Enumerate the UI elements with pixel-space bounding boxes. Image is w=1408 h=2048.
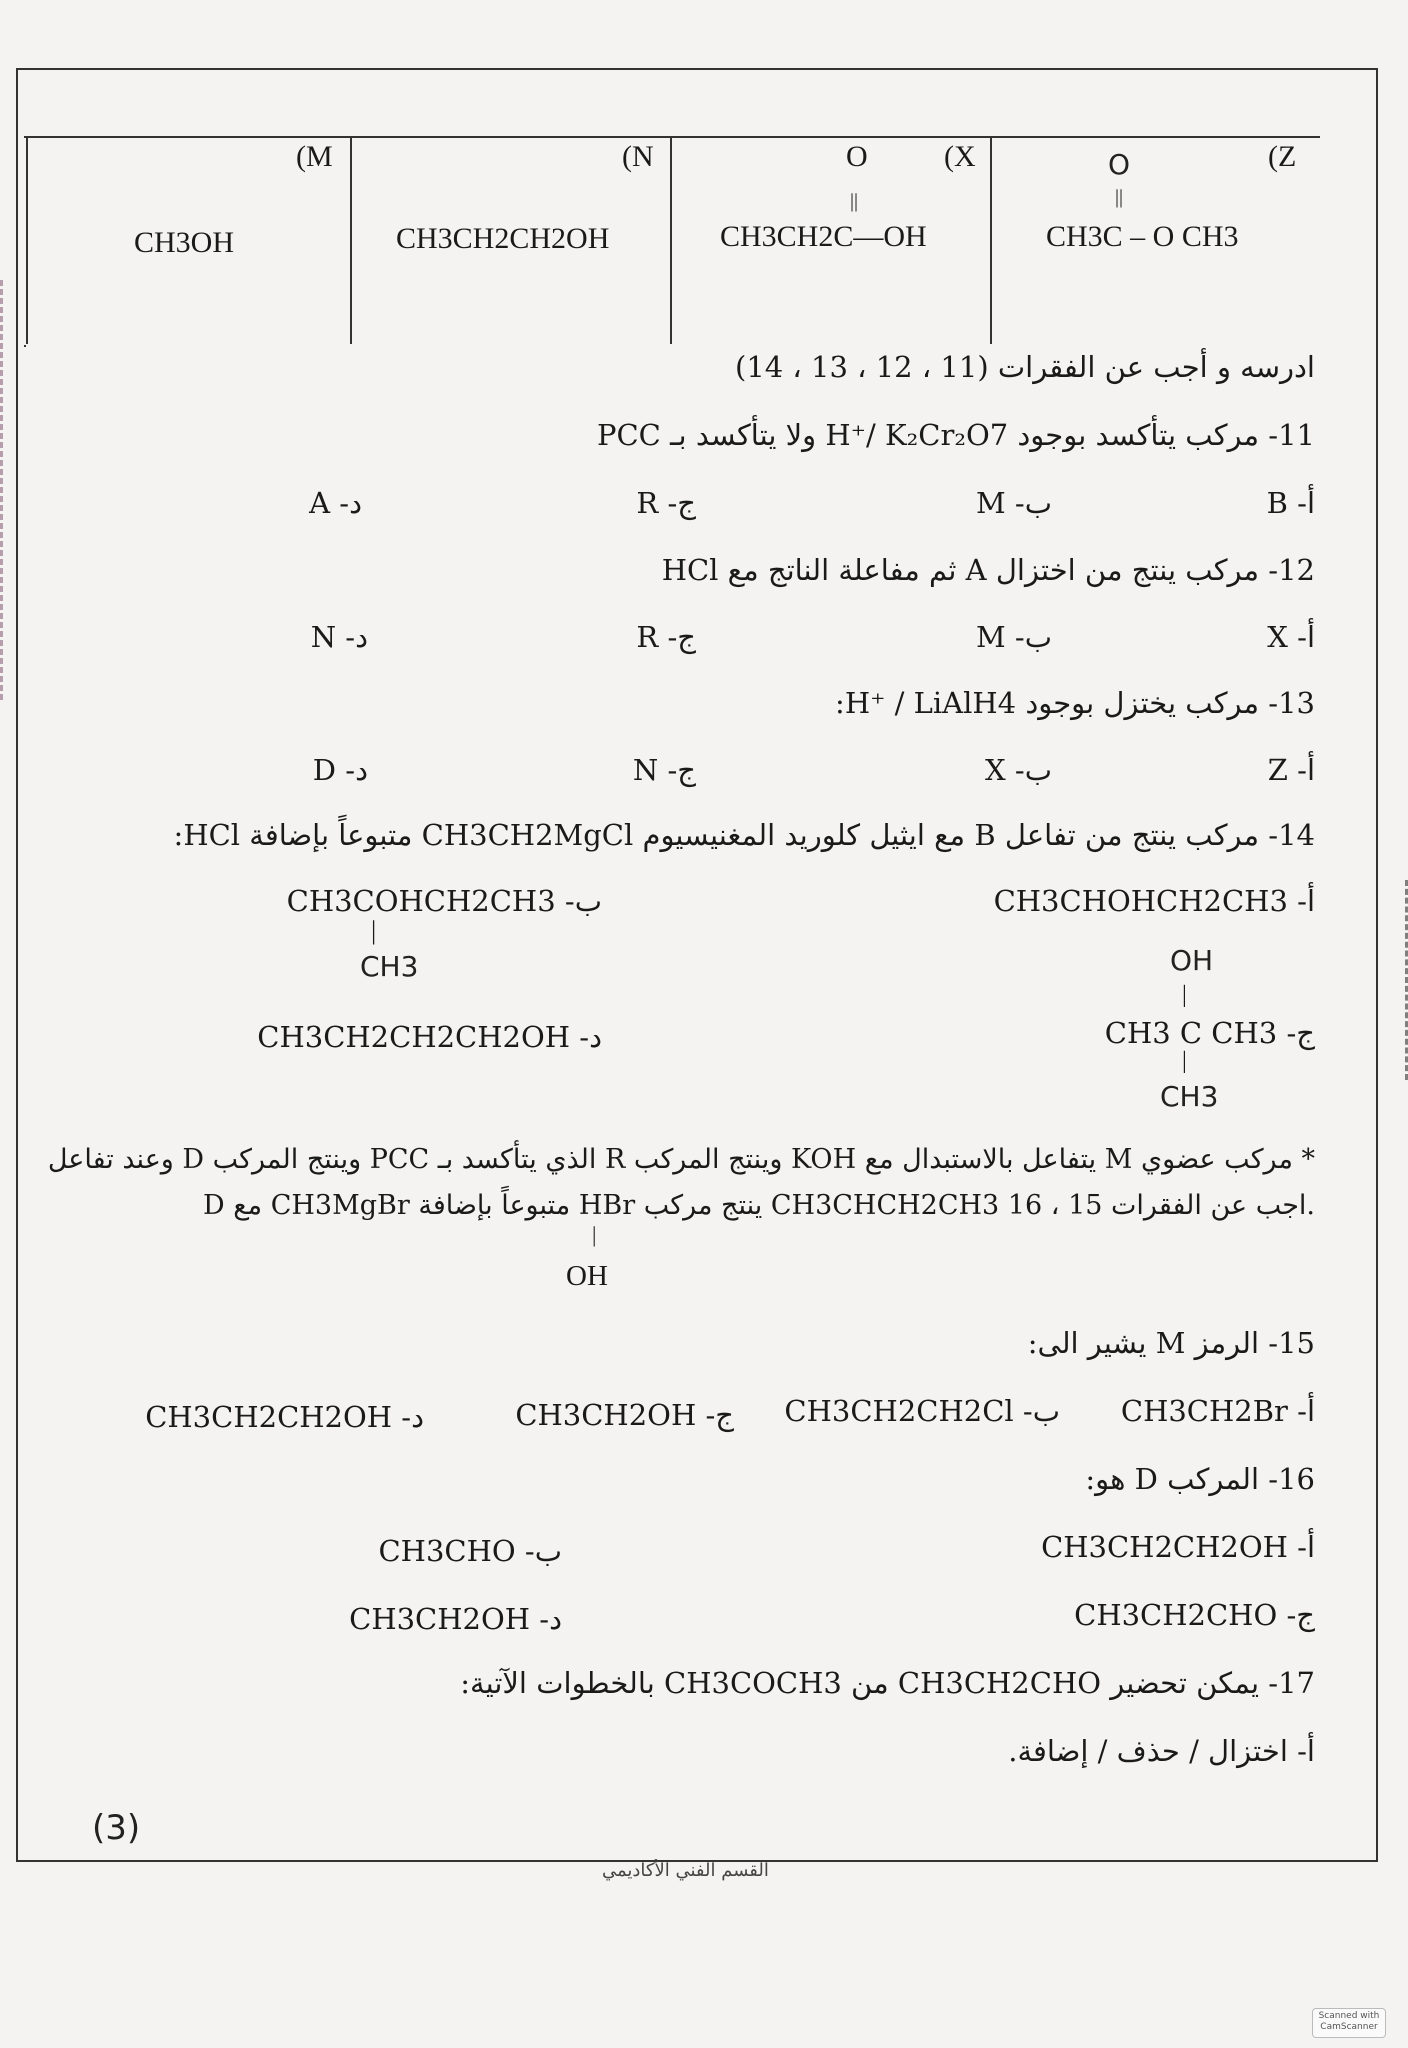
left-edge-mark xyxy=(0,280,11,700)
passage-line-2: D مع CH3MgBr متبوعاً بإضافة HBr ينتج مركب CH3CHCH2CH3 اجب عن الفقرات 15 ، 16. xyxy=(203,1190,1315,1221)
q14-option-d: د- CH3CH2CH2CH2OH xyxy=(257,1020,602,1054)
cell-n: CH3CH2CH2OH xyxy=(396,222,610,255)
page-number: (3) xyxy=(92,1808,141,1848)
cell-z: CH3C – O CH3 xyxy=(1046,220,1239,253)
q15-option-b: ب- CH3CH2CH2Cl xyxy=(784,1394,1060,1428)
x-double-bond: || xyxy=(850,190,859,212)
passage-oh: OH xyxy=(566,1260,608,1292)
q15-option-a: أ- CH3CH2Br xyxy=(1120,1394,1315,1428)
q14-c-bottom: CH3 xyxy=(1160,1080,1219,1113)
q13-option-a: أ- Z xyxy=(1267,753,1315,787)
q12-option-d: د- N xyxy=(310,620,368,654)
q14-b-bond: | xyxy=(371,916,377,945)
header-m: (M xyxy=(296,140,333,173)
question-15: 15- الرمز M يشير الى: xyxy=(1027,1326,1315,1360)
q12-option-b: ب- M xyxy=(975,620,1052,654)
header-n: (N xyxy=(622,140,654,173)
q15-option-d: د- CH3CH2CH2OH xyxy=(145,1400,424,1434)
z-double-bond: || xyxy=(1115,186,1124,208)
q16-option-b: ب- CH3CHO xyxy=(378,1534,562,1568)
question-11: 11- مركب يتأكسد بوجود H⁺/ K₂Cr₂O7 ولا يتأكسد بـ PCC xyxy=(596,418,1315,452)
question-14: 14- مركب ينتج من تفاعل B مع ايثيل كلوريد المغنيسيوم CH3CH2MgCl متبوعاً بإضافة HCl: xyxy=(173,818,1315,852)
q14-b-branch: CH3 xyxy=(360,950,419,983)
right-edge-mark xyxy=(1399,880,1408,1080)
q14-c-bond-top: | xyxy=(1182,982,1187,1008)
header-z: (Z xyxy=(1268,140,1297,173)
q14-c-top: OH xyxy=(1170,944,1214,977)
q16-option-d: د- CH3CH2OH xyxy=(349,1602,562,1636)
q13-option-d: د- D xyxy=(312,753,368,787)
q13-option-c: ج- N xyxy=(632,753,696,787)
q12-option-a: أ- X xyxy=(1267,620,1315,654)
q14-option-b: ب- CH3COHCH2CH3 xyxy=(286,884,602,918)
question-12: 12- مركب ينتج من اختزال A ثم مفاعلة الناتج مع HCl xyxy=(661,553,1315,587)
footer-text: القسم الفني الأكاديمي xyxy=(602,1860,769,1881)
q11-option-d: د- A xyxy=(309,486,362,520)
q16-option-c: ج- CH3CH2CHO xyxy=(1074,1598,1315,1632)
q11-option-a: أ- B xyxy=(1266,486,1315,520)
passage-line-1: * مركب عضوي M يتفاعل بالاستبدال مع KOH وينتج المركب R الذي يتأكسد بـ PCC وينتج المركب D وعند تفاعل xyxy=(47,1144,1315,1175)
q11-option-b: ب- M xyxy=(975,486,1052,520)
x-carbonyl-o: O xyxy=(846,140,868,173)
q16-option-a: أ- CH3CH2CH2OH xyxy=(1041,1530,1315,1564)
z-carbonyl-o: O xyxy=(1108,148,1131,181)
q15-option-c: ج- CH3CH2OH xyxy=(515,1398,734,1432)
cell-m: CH3OH xyxy=(134,226,235,259)
q14-c-bond-bottom: | xyxy=(1182,1048,1187,1074)
instruction: ادرسه و أجب عن الفقرات (11 ، 12 ، 13 ، 14) xyxy=(734,350,1315,384)
passage-oh-bond: | xyxy=(592,1222,597,1247)
q17-option-a: أ- اختزال / حذف / إضافة. xyxy=(1008,1734,1315,1768)
q11-option-c: ج- R xyxy=(636,486,696,520)
q14-option-c: ج- CH3 C CH3 xyxy=(1104,1016,1315,1050)
header-x: (X xyxy=(944,140,976,173)
cell-x: CH3CH2C—OH xyxy=(720,220,927,253)
q14-option-a: أ- CH3CHOHCH2CH3 xyxy=(993,884,1315,918)
q13-option-b: ب- X xyxy=(985,753,1052,787)
q12-option-c: ج- R xyxy=(636,620,696,654)
question-17: 17- يمكن تحضير CH3CH2CHO من CH3COCH3 بالخطوات الآتية: xyxy=(460,1666,1315,1700)
scanner-watermark: Scanned with CamScanner xyxy=(1312,2008,1386,2038)
question-13: 13- مركب يختزل بوجود H⁺ / LiAlH4: xyxy=(835,686,1315,720)
question-16: 16- المركب D هو: xyxy=(1085,1462,1315,1496)
